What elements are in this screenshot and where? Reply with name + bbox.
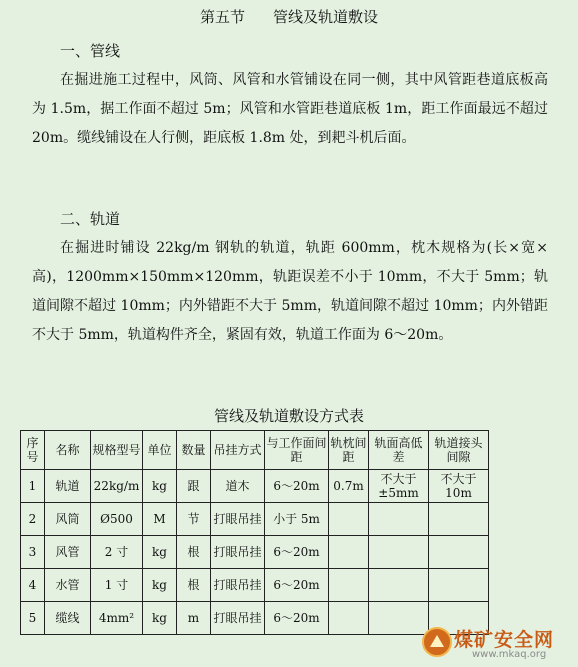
table-cell: 根	[177, 536, 211, 569]
table-cell: 6～20m	[265, 470, 329, 503]
table-cell	[329, 602, 369, 635]
table-cell: kg	[143, 470, 177, 503]
table-cell	[429, 503, 489, 536]
table-cell: kg	[143, 536, 177, 569]
heading-pipelines: 一、管线	[60, 42, 121, 60]
table-cell: 打眼吊挂	[211, 536, 265, 569]
table-cell: 打眼吊挂	[211, 602, 265, 635]
table-cell: 6～20m	[265, 569, 329, 602]
header-cell: 名称	[45, 431, 91, 470]
table-cell: 轨道	[45, 470, 91, 503]
header-cell: 规格型号	[91, 431, 143, 470]
table-cell: 水管	[45, 569, 91, 602]
site-watermark	[420, 625, 570, 663]
table-row	[21, 569, 489, 602]
table-cell: 2	[21, 503, 45, 536]
table-cell: 0.7m	[329, 470, 369, 503]
header-cell: 与工作面间距	[265, 431, 329, 470]
table-cell	[329, 536, 369, 569]
watermark-text: 煤矿安全网	[454, 629, 555, 651]
table-cell: 22kg/m	[91, 470, 143, 503]
table-cell: 打眼吊挂	[211, 569, 265, 602]
table-cell	[369, 503, 429, 536]
header-cell: 数量	[177, 431, 211, 470]
table-cell: 不大于10m	[429, 470, 489, 503]
table-cell: 打眼吊挂	[211, 503, 265, 536]
table-cell	[369, 569, 429, 602]
table-header-row	[21, 431, 489, 470]
table-cell: 6～20m	[265, 602, 329, 635]
section-title	[0, 6, 578, 27]
table-cell: M	[143, 503, 177, 536]
table-cell	[329, 503, 369, 536]
table-row	[21, 536, 489, 569]
header-cell: 序号	[21, 431, 45, 470]
table-cell: 小于 5m	[265, 503, 329, 536]
table-cell: 缆线	[45, 602, 91, 635]
heading-track: 二、轨道	[60, 210, 121, 228]
table-cell: 1 寸	[91, 569, 143, 602]
table-row	[21, 470, 489, 503]
table-cell: 跟	[177, 470, 211, 503]
paragraph-track: 在掘进时铺设 22kg/m 钢轨的轨道，轨距 600mm，枕木规格为(长×宽×高)，1200mm×150mm×120mm，轨距误差不小于 10mm，不大于 5mm；轨道间隙不超过 10mm；内外错距不大于 5mm，轨道间隙不超过 10mm；内外错距不大于 5mm，轨道构件齐全，紧固有效，轨道工作面为 6～20m。	[32, 240, 548, 343]
table-cell: 根	[177, 569, 211, 602]
table-cell: 2 寸	[91, 536, 143, 569]
table-cell: 3	[21, 536, 45, 569]
table-row	[21, 503, 489, 536]
table-cell	[329, 569, 369, 602]
table-cell: kg	[143, 602, 177, 635]
table-cell	[429, 536, 489, 569]
table-cell: 5	[21, 602, 45, 635]
header-cell: 单位	[143, 431, 177, 470]
laying-method-table	[20, 430, 489, 635]
paragraph-pipelines: 在掘进施工过程中，风筒、风管和水管铺设在同一侧，其中风管距巷道底板高为 1.5m，据工作面不超过 5m；风管和水管距巷道底板 1m，距工作面最远不超过 20m。缆线铺设在人行侧，距底板 1.8m 处，到耙斗机后面。	[32, 72, 548, 146]
table-caption: 管线及轨道敷设方式表	[213, 407, 364, 425]
header-cell: 吊挂方式	[211, 431, 265, 470]
table-row	[21, 602, 489, 635]
watermark-url: www.mkaq.org	[472, 649, 547, 660]
mine-logo-icon	[422, 627, 452, 657]
table-cell	[429, 569, 489, 602]
table-cell: 4mm²	[91, 602, 143, 635]
header-cell: 轨面高低差	[369, 431, 429, 470]
table-cell: m	[177, 602, 211, 635]
table-cell: kg	[143, 569, 177, 602]
section-name: 管线及轨道敷设	[273, 8, 379, 26]
table-cell: 不大于±5mm	[369, 470, 429, 503]
table-cell: 4	[21, 569, 45, 602]
header-cell: 轨道接头间隙	[429, 431, 489, 470]
table-cell: 风筒	[45, 503, 91, 536]
table-cell: 风管	[45, 536, 91, 569]
table-cell	[369, 536, 429, 569]
table-cell: 道木	[211, 470, 265, 503]
table-cell: 6～20m	[265, 536, 329, 569]
table-cell: 节	[177, 503, 211, 536]
header-cell: 轨枕间距	[329, 431, 369, 470]
table-cell: 1	[21, 470, 45, 503]
section-number: 第五节	[199, 8, 245, 26]
table-cell: Ø500	[91, 503, 143, 536]
